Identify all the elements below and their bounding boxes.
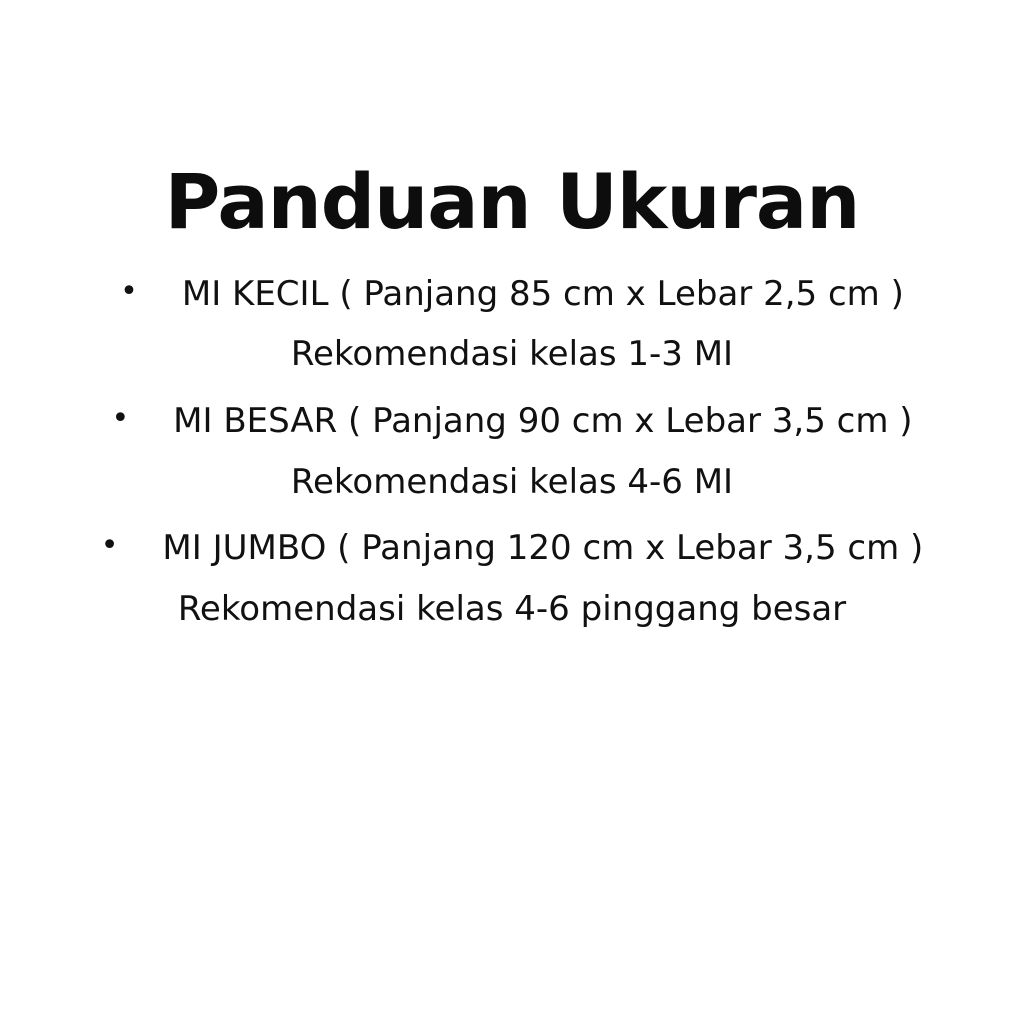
size-item-label: MI JUMBO ( Panjang 120 cm x Lebar 3,5 cm ) [162, 528, 924, 569]
page-title: Panduan Ukuran [164, 157, 860, 246]
list-item [0, 522, 1024, 635]
bullet-line [0, 268, 1024, 321]
size-item-label: MI BESAR ( Panjang 90 cm x Lebar 3,5 cm ) [173, 400, 913, 441]
list-item [0, 268, 1024, 381]
size-item-label: MI KECIL ( Panjang 85 cm x Lebar 2,5 cm ) [181, 273, 904, 314]
size-recommendation: Rekomendasi kelas 4-6 MI [290, 461, 734, 502]
size-list [0, 268, 1024, 650]
bullet-icon: • [120, 273, 138, 309]
list-item [0, 395, 1024, 508]
bullet-icon: • [111, 400, 130, 436]
bullet-icon: • [100, 528, 119, 564]
bullet-line [0, 522, 1024, 575]
size-recommendation: Rekomendasi kelas 1-3 MI [290, 334, 734, 375]
bullet-line [0, 395, 1024, 448]
size-recommendation: Rekomendasi kelas 4-6 pinggang besar [177, 589, 847, 630]
